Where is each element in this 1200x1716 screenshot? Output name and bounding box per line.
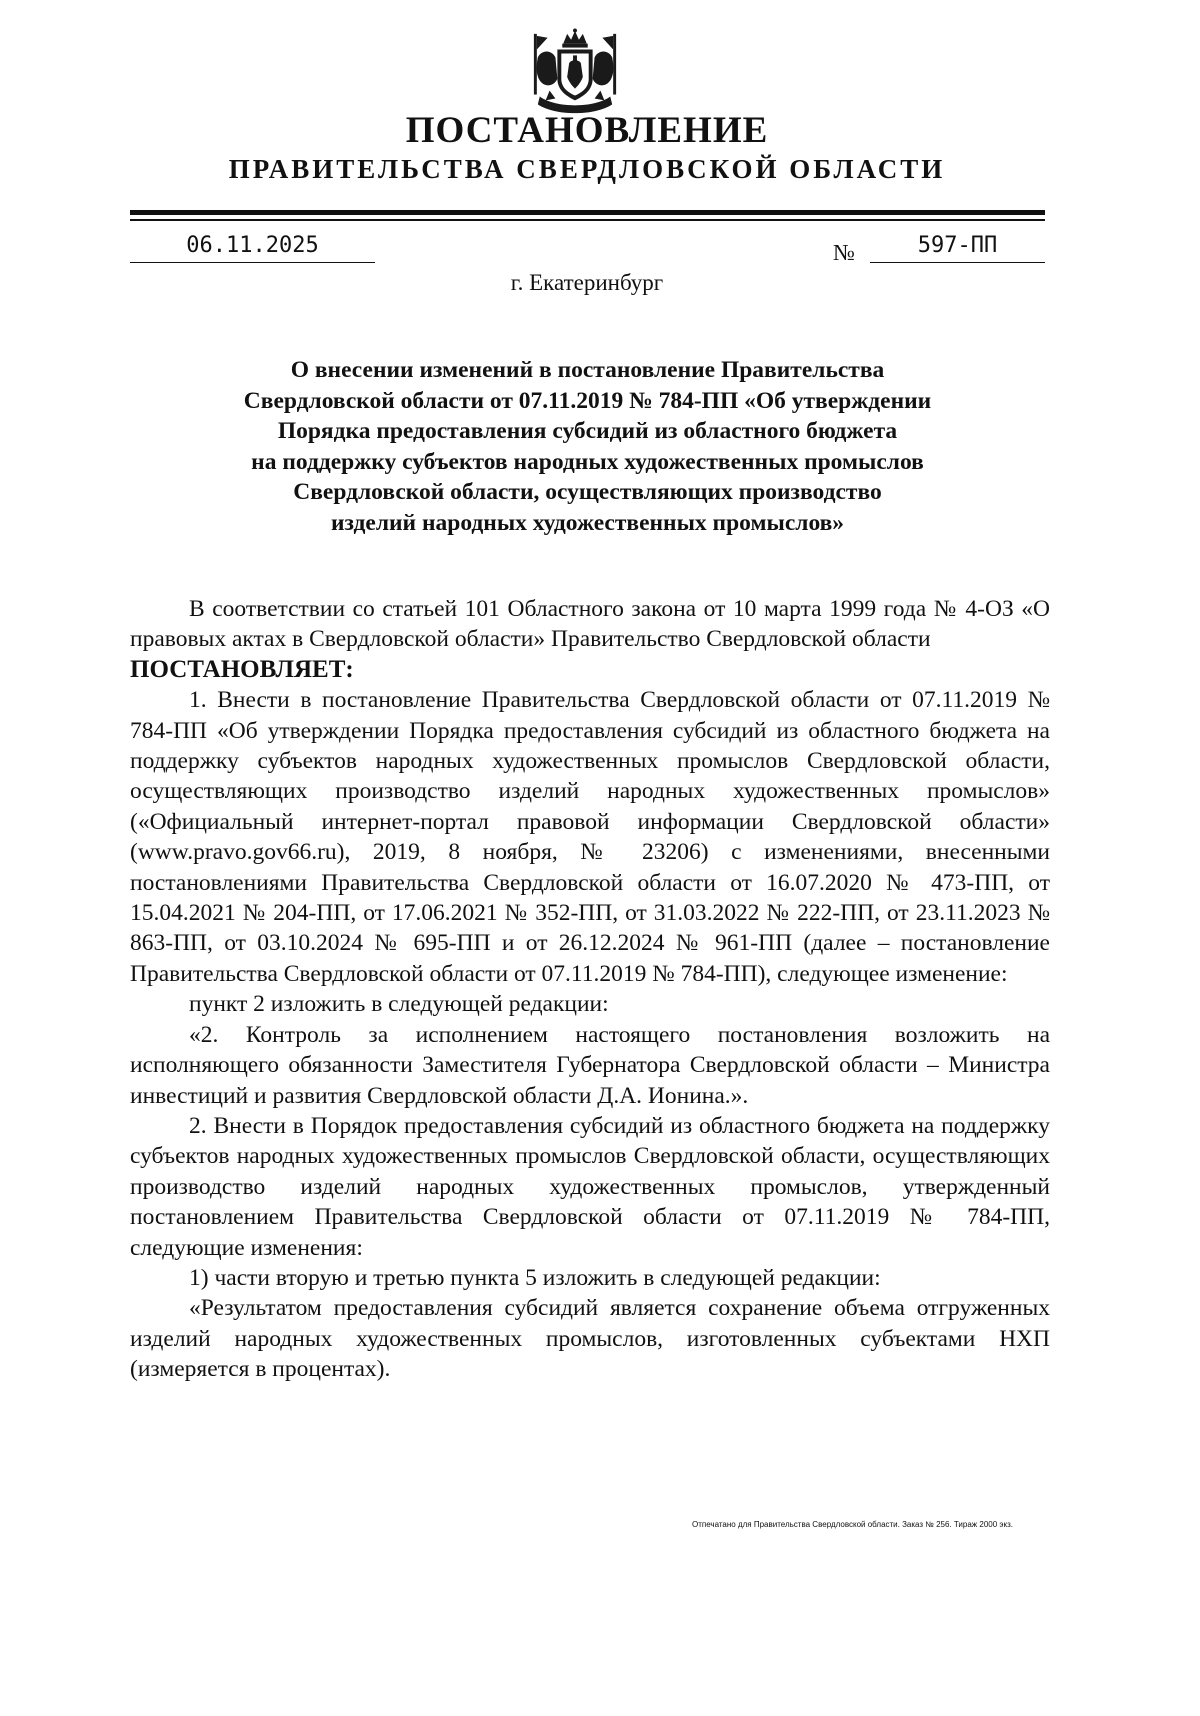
- subject-title-line: Свердловской области, осуществляющих производство: [293, 479, 882, 505]
- document-date: 06.11.2025: [130, 230, 375, 263]
- paragraph-1: 1. Внести в постановление Правительства Свердловской области от 07.11.2019 № 784-ПП «Об утверждении Порядка предоставления субсидий из областного бюджета на поддержку субъектов народных художественных промыслов Свердловской области, осуществляющих производство изделий народных художественных промыслов» («Официальный интернет-портал правовой информации Свердловской области» (www.pravo.gov66.ru), 2019, 8 ноября, № 23206) с изменениями, внесенными постановлениями Правительства Свердловской области от 16.07.2020 № 473-ПП, от 15.04.2021 № 204-ПП, от 17.06.2021 № 352-ПП, от 31.03.2022 № 222-ПП, от 23.11.2023 № 863-ПП, от 03.10.2024 № 695-ПП и от 26.12.2024 № 961-ПП (далее – постановление Правительства Свердловской области от 07.11.2019 № 784-ПП), следующее изменение:: [130, 687, 1050, 987]
- subject-title-line: О внесении изменений в постановление Правительства: [290, 357, 885, 383]
- paragraph-1-subitem: пункт 2 изложить в следующей редакции:: [189, 991, 609, 1018]
- number-sign: №: [833, 240, 855, 265]
- issuer-title: ПРАВИТЕЛЬСТВА СВЕРДЛОВСКОЙ ОБЛАСТИ: [228, 154, 946, 184]
- decree-heading: ПОСТАНОВЛЯЕТ:: [130, 655, 354, 683]
- header-divider-thick: [130, 210, 1045, 215]
- document-body: [130, 594, 1050, 1385]
- subject-title-line: изделий народных художественных промыслов»: [330, 509, 845, 536]
- subject-title-line: Порядка предоставления субсидий из областного бюджета: [277, 418, 898, 444]
- subject-title-line: Свердловской области от 07.11.2019 № 784-ПП «Об утверждении: [243, 387, 932, 414]
- header-divider-thin: [130, 219, 1045, 221]
- paragraph-1-quote: «2. Контроль за исполнением настоящего постановления возложить на исполняющего обязанности Заместителя Губернатора Свердловской области – Министра инвестиций и развития Свердловской области Д.А. Ионина.».: [130, 1021, 1050, 1109]
- paragraph-2-subitem-1: 1) части вторую и третью пункта 5 изложить в следующей редакции:: [189, 1264, 881, 1291]
- paragraph-2-quote: «Результатом предоставления субсидий является сохранение объема отгруженных изделий народных художественных промыслов, изготовленных субъектами НХП (измеряется в процентах).: [130, 1295, 1050, 1383]
- paragraph-2: 2. Внести в Порядок предоставления субсидий из областного бюджета на поддержку субъектов народных художественных промыслов Свердловской области, осуществляющих производство изделий народных художественных промыслов, утвержденный постановлением Правительства Свердловской области от 07.11.2019 № 784-ПП, следующие изменения:: [130, 1112, 1050, 1261]
- coat-of-arms-icon: [526, 28, 624, 120]
- document-subject-title: [130, 355, 1045, 538]
- document-number: 597-ПП: [870, 230, 1045, 263]
- print-imprint: Отпечатано для Правительства Свердловской области. Заказ № 256. Тираж 2000 экз.: [692, 1520, 1013, 1529]
- subject-title-line: на поддержку субъектов народных художественных промыслов: [251, 448, 924, 475]
- document-type-title: ПОСТАНОВЛЕНИЕ: [405, 110, 769, 151]
- document-city: г. Екатеринбург: [510, 270, 664, 295]
- preamble-paragraph: В соответствии со статьей 101 Областного закона от 10 марта 1999 года № 4-ОЗ «О правовых актах в Свердловской области» Правительство Свердловской области: [130, 596, 1050, 653]
